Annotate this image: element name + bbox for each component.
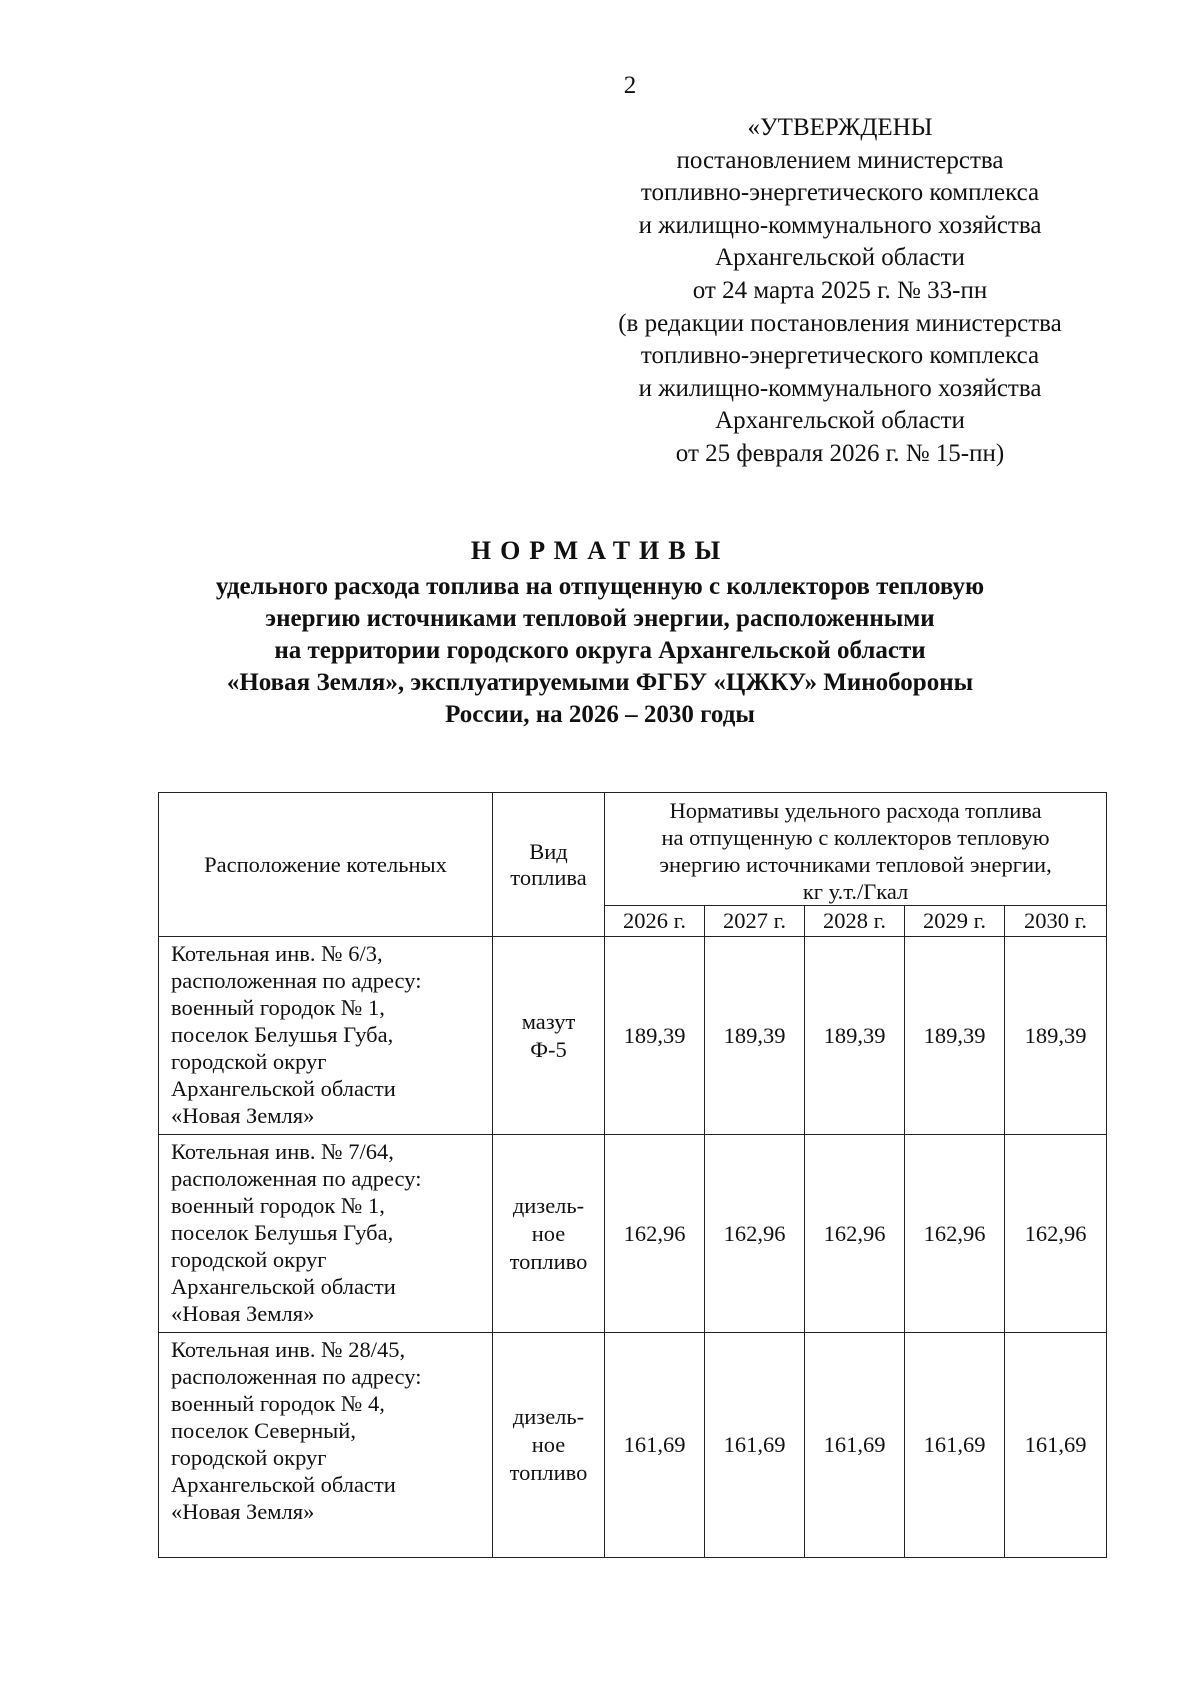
norm-value: 162,96 — [805, 1135, 905, 1333]
location-line: поселок Белушья Губа, — [171, 1022, 394, 1047]
fuel-line: ное — [531, 1432, 566, 1457]
boiler-location — [159, 1135, 493, 1333]
location-line: Котельная инв. № 7/64, — [171, 1139, 394, 1164]
approval-line: (в редакции постановления министерства — [618, 309, 1062, 337]
header-year: 2030 г. — [1005, 906, 1107, 937]
table-row — [159, 1333, 1107, 1558]
location-line: поселок Белушья Губа, — [171, 1220, 394, 1245]
title-line: на территории городского округа Архангельской области — [274, 637, 926, 664]
fuel-line: мазут — [521, 1008, 576, 1034]
location-line: Архангельской области — [171, 1472, 396, 1497]
approval-line: «УТВЕРЖДЕНЫ — [747, 114, 933, 141]
title-line: удельного расхода топлива на отпущенную с коллекторов тепловую — [215, 573, 985, 600]
norms-table — [158, 792, 1107, 1558]
norm-value: 189,39 — [805, 937, 905, 1135]
table-header-row — [159, 793, 1107, 906]
boiler-location — [159, 937, 493, 1135]
norm-value: 161,69 — [905, 1333, 1005, 1558]
location-line: городской округ — [171, 1049, 327, 1074]
norm-value: 162,96 — [905, 1135, 1005, 1333]
location-line: военный городок № 1, — [171, 1193, 385, 1218]
location-line: Котельная инв. № 6/3, — [171, 941, 383, 966]
fuel-line: топливо — [509, 1248, 588, 1274]
approval-stamp — [540, 112, 1140, 471]
fuel-line: топливо — [509, 1460, 588, 1485]
norm-value: 162,96 — [605, 1135, 705, 1333]
norm-value: 161,69 — [705, 1333, 805, 1558]
norm-value: 161,69 — [805, 1333, 905, 1558]
location-line: «Новая Земля» — [171, 1499, 315, 1524]
norm-value: 162,96 — [705, 1135, 805, 1333]
location-line: поселок Северный, — [171, 1418, 356, 1443]
approval-line: от 25 февраля 2026 г. № 15-пн) — [675, 439, 1005, 467]
approval-line: Архангельской области — [715, 407, 965, 435]
header-fuel — [493, 793, 605, 937]
location-line: военный городок № 4, — [171, 1391, 385, 1416]
location-line: Архангельской области — [171, 1076, 396, 1101]
location-line: городской округ — [171, 1445, 327, 1470]
header-fuel-line: Вид — [529, 838, 568, 864]
location-line: Котельная инв. № 28/45, — [171, 1337, 406, 1362]
location-line: «Новая Земля» — [171, 1301, 315, 1326]
header-norm-line: энергию источниками тепловой энергии, — [659, 852, 1052, 877]
norm-value: 162,96 — [1005, 1135, 1107, 1333]
title-main: НОРМАТИВЫ — [470, 536, 730, 565]
norm-value: 189,39 — [905, 937, 1005, 1135]
fuel-type — [493, 1333, 605, 1558]
location-line: «Новая Земля» — [171, 1103, 315, 1128]
norm-value: 189,39 — [705, 937, 805, 1135]
approval-line: от 24 марта 2025 г. № 33-пн — [692, 276, 988, 304]
title-line: энергию источниками тепловой энергии, расположенными — [265, 605, 935, 632]
approval-line: и жилищно-коммунального хозяйства — [638, 211, 1042, 239]
table-row — [159, 937, 1107, 1135]
header-year: 2029 г. — [905, 906, 1005, 937]
location-line: Архангельской области — [171, 1274, 396, 1299]
header-fuel-line: топлива — [510, 864, 587, 890]
fuel-line: дизель- — [512, 1192, 585, 1218]
location-line: расположенная по адресу: — [171, 968, 422, 993]
title-line: России, на 2026 – 2030 годы — [445, 701, 755, 728]
norm-value: 161,69 — [605, 1333, 705, 1558]
location-line: военный городок № 1, — [171, 995, 385, 1020]
fuel-line: ное — [531, 1220, 566, 1246]
location-line: расположенная по адресу: — [171, 1364, 422, 1389]
header-norms — [605, 793, 1107, 906]
header-year: 2026 г. — [605, 906, 705, 937]
approval-line: постановлением министерства — [676, 146, 1004, 174]
page-number: 2 — [623, 72, 637, 99]
norm-value: 161,69 — [1005, 1333, 1107, 1558]
header-norm-line: Нормативы удельного расхода топлива — [669, 798, 1042, 823]
header-year: 2027 г. — [705, 906, 805, 937]
title-line: «Новая Земля», эксплуатируемыми ФГБУ «ЦЖКУ» Минобороны — [226, 669, 974, 696]
fuel-type — [493, 937, 605, 1135]
header-norm-line: кг у.т./Гкал — [802, 879, 909, 904]
approval-line: топливно-энергетического комплекса — [640, 342, 1040, 370]
norm-value: 189,39 — [605, 937, 705, 1135]
header-norm-line: на отпущенную с коллекторов тепловую — [661, 825, 1050, 850]
table-row — [159, 1135, 1107, 1333]
document-title — [150, 535, 1050, 731]
approval-line: топливно-энергетического комплекса — [640, 179, 1040, 207]
approval-line: и жилищно-коммунального хозяйства — [638, 374, 1042, 402]
boiler-location — [159, 1333, 493, 1558]
header-year: 2028 г. — [805, 906, 905, 937]
location-line: городской округ — [171, 1247, 327, 1272]
location-line: расположенная по адресу: — [171, 1166, 422, 1191]
header-location: Расположение котельных — [159, 793, 493, 937]
fuel-line: Ф-5 — [530, 1036, 567, 1062]
fuel-line: дизель- — [512, 1404, 585, 1429]
fuel-type — [493, 1135, 605, 1333]
norm-value: 189,39 — [1005, 937, 1107, 1135]
approval-line: Архангельской области — [715, 244, 965, 272]
